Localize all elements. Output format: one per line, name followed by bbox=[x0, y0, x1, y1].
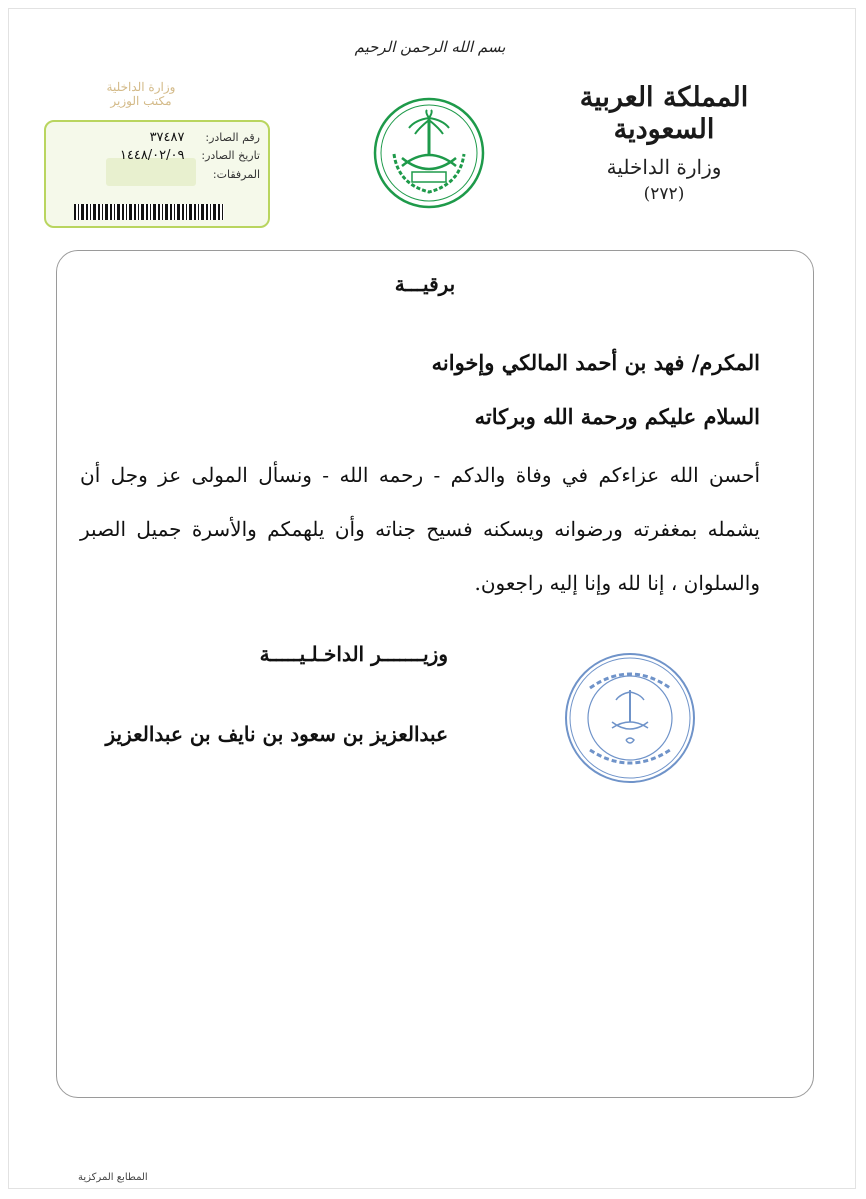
letter-greeting: السلام عليكم ورحمة الله وبركاته bbox=[474, 404, 760, 429]
signature-name: عبدالعزيز بن سعود بن نايف بن عبدالعزيز bbox=[105, 722, 448, 746]
letter-border bbox=[56, 250, 814, 1098]
letter-title: برقيـــة bbox=[394, 272, 456, 296]
letter-body: أحسن الله عزاءكم في وفاة والدكم - رحمه الله - ونسأل المولى عز وجل أن يشمله بمغفرته ورضوانه ويسكنه فسيح جناته وأن يلهمكم والأسرة جميل الصبر والسلوان ، إنا لله وإنا إليه راجعون. bbox=[80, 463, 760, 595]
kingdom-name: المملكة العربية السعودية bbox=[579, 82, 749, 145]
reference-number-value: ٣٧٤٨٧ bbox=[149, 130, 185, 145]
bismillah: بسم الله الرحمن الرحيم bbox=[354, 38, 506, 56]
reference-date-value: ١٤٤٨/٠٢/٠٩ bbox=[119, 148, 185, 163]
official-seal-icon bbox=[560, 648, 700, 788]
reference-attachments-row bbox=[50, 168, 260, 182]
reference-date-row bbox=[50, 148, 260, 162]
ministry-code: (٢٧٢) bbox=[643, 184, 685, 204]
reference-date-label: تاريخ الصادر: bbox=[201, 149, 260, 162]
barcode-icon bbox=[74, 204, 224, 220]
reference-number-row bbox=[50, 130, 260, 144]
office-stamp: وزارة الداخلية مكتب الوزير bbox=[106, 80, 176, 108]
reference-number-label: رقم الصادر: bbox=[205, 131, 260, 144]
letterhead bbox=[554, 82, 774, 204]
reference-box bbox=[44, 120, 270, 228]
printer-footer: المطابع المركزية bbox=[78, 1172, 148, 1183]
reference-attachments-label: المرفقات: bbox=[212, 168, 260, 181]
letter-recipient: المكرم/ فهد بن أحمد المالكي وإخوانه bbox=[431, 350, 760, 375]
saudi-emblem-icon bbox=[372, 96, 486, 210]
ministry-name: وزارة الداخلية bbox=[606, 155, 722, 179]
signature-title: وزيـــــــر الداخـلـيـــــة bbox=[259, 642, 448, 666]
